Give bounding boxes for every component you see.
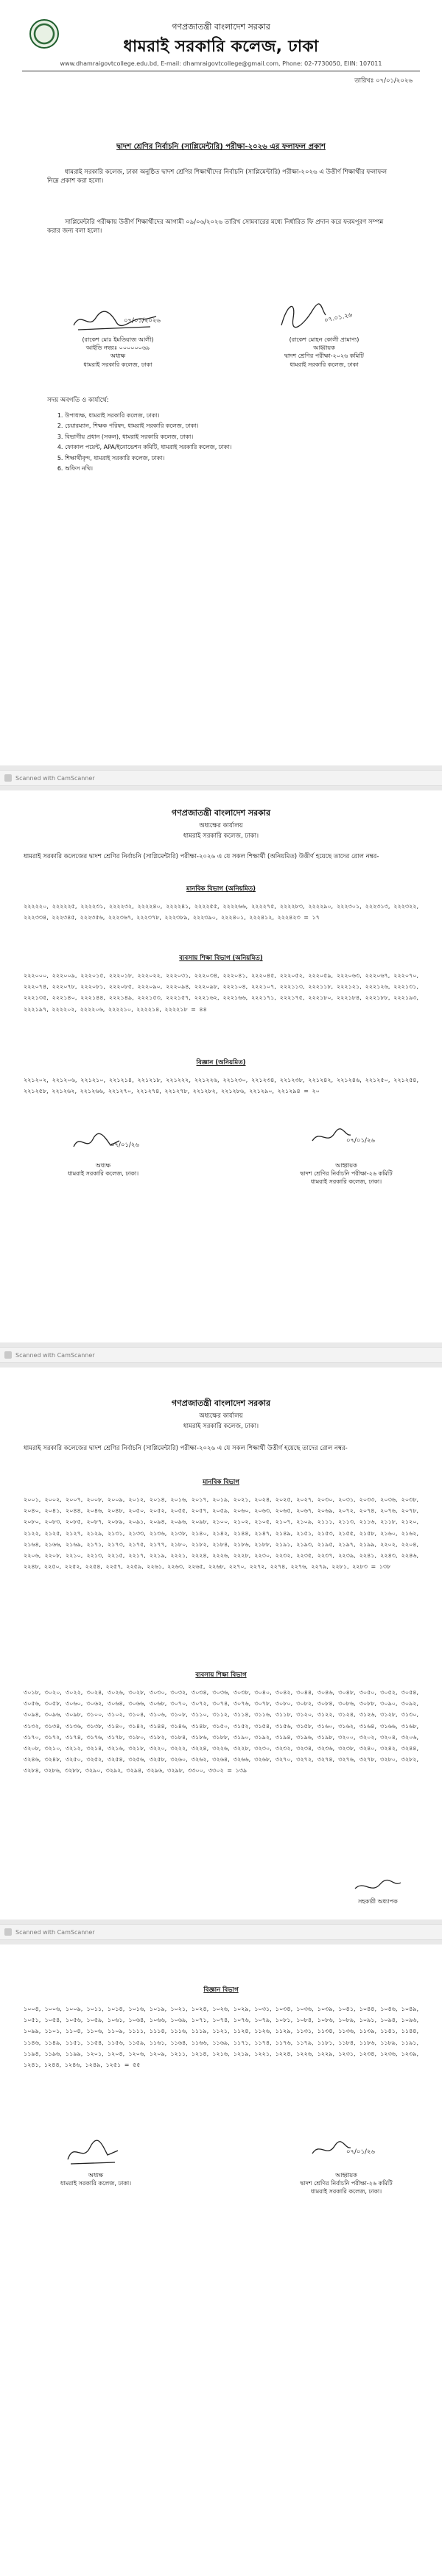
camscanner-icon — [4, 1928, 12, 1936]
convener-name: (রাকেশ মোহন কোলী প্রামাণ্য) — [289, 336, 359, 343]
college-heading: ধামরাই সরকারি কলেজ, ঢাকা। — [183, 1423, 259, 1430]
scanner-footer: Scanned with CamScanner — [0, 770, 442, 786]
roll-numbers: ৩০১৮, ৩০২০, ৩০২২, ৩০২৪, ৩০২৬, ৩০২৮, ৩০৩০, ৩০৩২, ৩০৩৪, ৩০৩৬, ৩০৩৮, ৩০৪০, ৩০৪২, ৩০৪৪, ৩০৪৬, ৩০৪৮, ৩০৫০, ৩০৫২, ৩০৫৪, ৩০৫৬, ৩০৫৮, ৩০৬০, ৩০৬২, ৩০৬৪, ৩০৬৬, ৩০৬৮, ৩০৭০, ৩০৭২, ৩০৭৪, ৩০৭৬, ৩০৭৮, ৩০৮০, ৩০৮২, ৩০৮৪, ৩০৮৬, ৩০৮৮, ৩০৯০, ৩০৯২, ৩০৯৪, ৩০৯৬, ৩০৯৮, ৩১০০, ৩১০২, ৩১০৪, ৩১০৬, ৩১০৮, ৩১১০, ৩১১২, ৩১১৪, ৩১১৬, ৩১১৮, ৩১২০, ৩১২২, ৩১২৪, ৩১২৬, ৩১২৮, ৩১৩০, ৩১৩২, ৩১৩৪, ৩১৩৬, ৩১৩৮, ৩১৪০, ৩১৪২, ৩১৪৪, ৩১৪৬, ৩১৪৮, ৩১৫০, ৩১৫২, ৩১৫৪, ৩১৫৬, ৩১৫৮, ৩১৬০, ৩১৬২, ৩১৬৪, ৩১৬৬, ৩১৬৮, ৩১৭০, ৩১৭২, ৩১৭৪, ৩১৭৬, ৩১৭৮, ৩১৮০, ৩১৮২, ৩১৮৪, ৩১৮৬, ৩১৮৮, ৩১৯০, ৩১৯২, ৩১৯৪, ৩১৯৬, ৩১৯৮, ৩২০০, ৩২০২, ৩২০৪, ৩২০৬, ৩২০৮, ৩২১০, ৩২১২, ৩২১৪, ৩২১৬, ৩২১৮, ৩২২০, ৩২২২, ৩২২৪, ৩২২৬, ৩২২৮, ৩২৩০, ৩২৩২, ৩২৩৪, ৩২৩৬, ৩২৩৮, ৩২৪০, ৩২৪২, ৩২৪৪, ৩২৪৬, ৩২৪৮, ৩২৫০, ৩২৫২, ৩২৫৪, ৩২৫৬, ৩২৫৮, ৩২৬০, ৩২৬২, ৩২৬৪, ৩২৬৬, ৩২৬৮, ৩২৭০, ৩২৭২, ৩২৭৪, ৩২৭৬, ৩২৭৮, ৩২৮০, ৩২৮২, ৩২৮৪, ৩২৮৬, ৩২৮৮, ৩২৯০, ৩২৯২, ৩২৯৪, ৩২৯৬, ৩২৯৮, ৩৩০০, ৩৩০২ = ১৩৯ — [24, 1689, 418, 1774]
intro-text: ধামরাই সরকারি কলেজের দ্বাদশ শ্রেণির নির্বাচনি (সাপ্লিমেন্টারি) পরীক্ষা-২০২৬ এ যে সকল শিক্ষার্থী উত্তীর্ণ হয়েছে তাদের রোল নম্বর- — [24, 1445, 348, 1452]
signature-left-block — [44, 1161, 162, 1178]
distribution-item: 4. ফোকাল পয়েন্ট, APA/ইনোভেশন কমিটি, ধামরাই সরকারি কলেজ, ঢাকা। — [65, 442, 404, 453]
govt-heading: গণপ্রজাতন্ত্রী বাংলাদেশ সরকার — [172, 22, 270, 32]
convener-role: আহ্বায়ক — [335, 2172, 357, 2179]
signatory-office: ধামরাই সরকারি কলেজ, ঢাকা। — [60, 2180, 132, 2187]
camscanner-icon — [4, 1351, 12, 1359]
page-4 — [0, 1945, 442, 2576]
signatory-role: সহকারী অধ্যাপক — [358, 1898, 398, 1905]
scanner-footer: Scanned with CamScanner — [0, 1347, 442, 1363]
convener-office: ধামরাই সরকারি কলেজ, ঢাকা। — [310, 2188, 382, 2195]
signature-right-date: ০৭/০১/২৬ — [346, 2148, 375, 2156]
signatory-office: ধামরাই সরকারি কলেজ, ঢাকা। — [67, 1170, 139, 1178]
distribution-item: 1. উপাধ্যক্ষ, ধামরাই সরকারি কলেজ, ঢাকা। — [65, 411, 404, 421]
convener-role: আহ্বায়ক — [313, 344, 335, 352]
scanner-footer: Scanned with CamScanner — [0, 1924, 442, 1940]
distribution-title: সদয় অবগতি ও কার্যার্থে: — [47, 397, 109, 404]
camscanner-icon — [4, 774, 12, 782]
distribution-item: 6. অফিস নথি। — [65, 464, 404, 474]
signature-left — [63, 2137, 122, 2167]
notice-paragraph-2: সাপ্লিমেন্টারি পরীক্ষায় উত্তীর্ণ শিক্ষার্থীদের আগামী ০৯/০৬/২০২৬ তারিখ সোমবারের মধ্যে নির্ধারিত ফি প্রদান করে ফরমপূরণ সম্পন্ন করার জন্য বলা হলো। — [47, 219, 384, 236]
convener-committee: দ্বাদশ শ্রেণির পরীক্ষা-২০২৬ কমিটি — [284, 353, 364, 360]
signature-left-block — [37, 2171, 155, 2187]
page-1 — [0, 0, 442, 765]
signatory-id: আইডি নম্বরঃ ০০০০০০৬৯ — [85, 344, 150, 352]
convener-office: ধামরাই সরকারি কলেজ, ঢাকা। — [310, 1178, 382, 1186]
intro-text: ধামরাই সরকারি কলেজের দ্বাদশ শ্রেণির নির্বাচনি (সাপ্লিমেন্টারি) পরীক্ষা-২০২৬ এ যে সকল শিক্ষার্থী (অনিয়মিত) উত্তীর্ণ হয়েছে তাদের রোল নম্বর- — [24, 853, 379, 860]
distribution-item: 3. বিভাগীয় প্রধান (সকল), ধামরাই সরকারি কলেজ, ঢাকা। — [65, 432, 404, 442]
section-title: ব্যবসায় শিক্ষা বিভাগ (অনিয়মিত) — [179, 955, 263, 962]
govt-heading: গণপ্রজাতন্ত্রী বাংলাদেশ সরকার — [171, 1398, 271, 1408]
signature-right-date: ০৭/০১/২৬ — [346, 1137, 375, 1144]
section-title: মানবিক বিভাগ (অনিয়মিত) — [186, 885, 256, 893]
section-title: বিজ্ঞান বিভাগ — [203, 1986, 239, 1994]
distribution-item: 5. শিক্ষার্থীবৃন্দ, ধামরাই সরকারি কলেজ, ঢাকা। — [65, 453, 404, 464]
roll-numbers: ২২২০০০, ২২২০০৯, ২২২০১৫, ২২২০১৮, ২২২০২২, ২২২০৩১, ২২২০৩৪, ২২২০৪১, ২২২০৪৫, ২২২০৫২, ২২২০৫৯, ২২২০৬৩, ২২২০৬৭, ২২২০৭০, ২২২০৭৪, ২২২০৭৮, ২২২০৮১, ২২২০৮৫, ২২২০৯০, ২২২০৯৪, ২২২০৯৮, ২২২১০৪, ২২২১০৭, ২২২১১৩, ২২২১১৮, ২২২১২১, ২২২১২৬, ২২২১৩১, ২২২১৩৫, ২২২১৪০, ২২২১৪৪, ২২২১৪৯, ২২২১৫৩, ২২২১৫৭, ২২২১৬২, ২২২১৬৬, ২২২১৭১, ২২২১৭৫, ২২২১৮০, ২২২১৮৪, ২২২১৮৮, ২২২১৯৩, ২২২১৯৭, ২২২২০২, ২২২২০৬, ২২২২১০, ২২২২১৪, ২২২২১৮ = ৪৪ — [24, 972, 418, 1013]
college-heading: ধামরাই সরকারি কলেজ, ঢাকা। — [183, 832, 259, 840]
convener-committee: দ্বাদশ শ্রেণির নির্বাচনি পরীক্ষা-২৬ কমিটি — [300, 2180, 393, 2187]
notice-date: তারিখঃ ০৭/০১/২০২৬ — [354, 77, 413, 85]
section-title: ব্যবসায় শিক্ষা বিভাগ — [195, 1671, 247, 1679]
signatory-name: (রাকেশ মোঃ ইমতিয়াজ আলী) — [82, 336, 154, 343]
roll-numbers: ২০০১, ২০০২, ২০০৭, ২০০৮, ২০০৯, ২০১২, ২০১৪, ২০১৬, ২০১৭, ২০১৯, ২০২১, ২০২৪, ২০২৫, ২০২৭, ২০৩০, ২০৩১, ২০৩৩, ২০৩৬, ২০৩৮, ২০৪০, ২০৪১, ২০৪৪, ২০৪৬, ২০৪৮, ২০৫০, ২০৫২, ২০৫৫, ২০৫৭, ২০৫৯, ২০৬০, ২০৬৩, ২০৬৫, ২০৬৭, ২০৬৯, ২০৭২, ২০৭৪, ২০৭৬, ২০৭৮, ২০৮০, ২০৮৩, ২০৮৫, ২০৮৭, ২০৮৯, ২০৯১, ২০৯৪, ২০৯৬, ২০৯৮, ২১০০, ২১০২, ২১০৫, ২১০৭, ২১০৯, ২১১১, ২১১৩, ২১১৬, ২১১৮, ২১২০, ২১২২, ২১২৫, ২১২৭, ২১২৯, ২১৩১, ২১৩৩, ২১৩৬, ২১৩৮, ২১৪০, ২১৪২, ২১৪৪, ২১৪৭, ২১৪৯, ২১৫১, ২১৫৩, ২১৫৫, ২১৫৮, ২১৬০, ২১৬২, ২১৬৪, ২১৬৬, ২১৬৯, ২১৭১, ২১৭৩, ২১৭৫, ২১৭৭, ২১৮০, ২১৮২, ২১৮৪, ২১৮৬, ২১৮৮, ২১৯১, ২১৯৩, ২১৯৫, ২১৯৭, ২১৯৯, ২২০২, ২২০৪, ২২০৬, ২২০৮, ২২১০, ২২১৩, ২২১৫, ২২১৭, ২২১৯, ২২২১, ২২২৪, ২২২৬, ২২২৮, ২২৩০, ২২৩২, ২২৩৫, ২২৩৭, ২২৩৯, ২২৪১, ২২৪৩, ২২৪৬, ২২৪৮, ২২৫০, ২২৫২, ২২৫৪, ২২৫৭, ২২৫৯, ২২৬১, ২২৬৩, ২২৬৫, ২২৬৮, ২২৭০, ২২৭২, ২২৭৪, ২২৭৬, ২২৭৯, ২২৮১, ২২৮৩ = ১৩৮ — [24, 1496, 418, 1571]
signatory-role: অধ্যক্ষ — [95, 1162, 111, 1169]
college-contact: www.dhamraigovtcollege.edu.bd, E-mail: dhamraigovtcollege@gmail.com, Phone: 02-7730050, EIIN: 107011 — [60, 60, 382, 67]
govt-heading: গণপ্রজাতন্ত্রী বাংলাদেশ সরকার — [171, 808, 271, 818]
signature-right — [274, 296, 333, 333]
signature-right-block — [273, 1161, 420, 1186]
notice-paragraph-1: ধামরাই সরকারি কলেজ, ঢাকা অনুষ্ঠিত দ্বাদশ শ্রেণির শিক্ষার্থীদের নির্বাচনি (সাপ্লিমেন্টারি) পরীক্ষা-২০২৬ এ উত্তীর্ণ শিক্ষার্থীর ফলাফল নিম্নে প্রকাশ করা হলো। — [47, 169, 387, 185]
signatory-role: অধ্যক্ষ — [88, 2172, 104, 2179]
roll-numbers: ২২২২২০, ২২২২২৫, ২২২২৩১, ২২২২৩২, ২২২২৪০, ২২২২৪১, ২২২২৫৫, ২২২২৬৬, ২২২২৭৫, ২২২২৮৩, ২২২২৯০, ২২২৩০১, ২২২৩১৩, ২২২৩২২, ২২২৩৩৪, ২২২৩৪৫, ২২২৩৫৬, ২২২৩৬৭, ২২২৩৭৮, ২২২৩৮৯, ২২২৩৯০, ২২২৪০১, ২২২৪১২, ২২২৪২৩ = ১৭ — [24, 903, 418, 921]
convener-committee: দ্বাদশ শ্রেণির নির্বাচনি পরীক্ষা-২৬ কমিটি — [300, 1170, 393, 1178]
notice-title: দ্বাদশ শ্রেণির নির্বাচনি (সাপ্লিমেন্টারি) পরীক্ষা-২০২৬ এর ফলাফল প্রকাশ — [116, 143, 326, 151]
signature-left-date: ০৭/০১/২০২৬ — [124, 317, 161, 325]
signature-right — [352, 1875, 404, 1897]
roll-numbers: ২২১২০২, ২২১২০৬, ২২১২১০, ২২১২১৪, ২২১২১৮, ২২১২২২, ২২১২২৬, ২২১২৩০, ২২১২৩৪, ২২১২৩৮, ২২১২৪২, ২২১২৪৬, ২২১২৫০, ২২১২৫৪, ২২১২৫৮, ২২১২৬২, ২২১২৬৬, ২২১২৭০, ২২১২৭৪, ২২১২৭৮, ২২১২৮২, ২২১২৮৬, ২২১২৯০, ২২১২৯৪ = ২০ — [24, 1077, 418, 1095]
distribution-list — [52, 411, 404, 474]
office-heading: অধ্যক্ষের কার্যালয় — [199, 822, 243, 829]
college-name: ধামরাই সরকারি কলেজ, ঢাকা — [123, 38, 319, 56]
signature-right-date: ০৭.০১.২৬ — [323, 311, 354, 325]
signature-right-block — [358, 1897, 398, 1906]
signatory-office: ধামরাই সরকারি কলেজ, ঢাকা — [83, 361, 152, 368]
page-2 — [0, 790, 442, 1342]
roll-numbers: ১০০৪, ১০০৬, ১০০৯, ১০১১, ১০১৪, ১০১৬, ১০১৯, ১০২১, ১০২৪, ১০২৬, ১০২৯, ১০৩১, ১০৩৪, ১০৩৬, ১০৩৯, ১০৪১, ১০৪৪, ১০৪৬, ১০৪৯, ১০৫১, ১০৫৪, ১০৫৬, ১০৫৯, ১০৬১, ১০৬৪, ১০৬৬, ১০৬৯, ১০৭১, ১০৭৪, ১০৭৬, ১০৭৯, ১০৮১, ১০৮৪, ১০৮৬, ১০৮৯, ১০৯১, ১০৯৪, ১০৯৬, ১০৯৯, ১১০১, ১১০৪, ১১০৬, ১১০৯, ১১১১, ১১১৪, ১১১৬, ১১১৯, ১১২১, ১১২৪, ১১২৬, ১১২৯, ১১৩১, ১১৩৪, ১১৩৬, ১১৩৯, ১১৪১, ১১৪৪, ১১৪৬, ১১৪৯, ১১৫১, ১১৫৪, ১১৫৬, ১১৫৯, ১১৬১, ১১৬৪, ১১৬৬, ১১৬৯, ১১৭১, ১১৭৪, ১১৭৬, ১১৭৯, ১১৮১, ১১৮৪, ১১৮৬, ১১৮৯, ১১৯১, ১১৯৪, ১১৯৬, ১১৯৯, ১২০১, ১২০৪, ১২০৬, ১২০৯, ১২১১, ১২১৪, ১২১৬, ১২১৯, ১২২১, ১২২৪, ১২২৬, ১২২৯, ১২৩১, ১২৩৪, ১২৩৬, ১২৩৯, ১২৪১, ১২৪৪, ১২৪৬, ১২৪৯, ১২৫১ = ৫৫ — [24, 2006, 418, 2068]
section-title: বিজ্ঞান (অনিয়মিত) — [196, 1059, 246, 1066]
convener-role: আহ্বায়ক — [335, 1162, 357, 1169]
signature-left-block — [52, 336, 184, 369]
section-title: মানবিক বিভাগ — [203, 1479, 239, 1486]
signature-right-block — [250, 336, 398, 369]
signatory-role: অধ্যক্ষ — [110, 353, 126, 360]
office-heading: অধ্যক্ষের কার্যালয় — [199, 1412, 243, 1420]
page-3 — [0, 1367, 442, 1919]
distribution-item: 2. চেয়ারম্যান, শিক্ষক পরিষদ, ধামরাই সরকারি কলেজ, ঢাকা। — [65, 421, 404, 431]
signature-left-date: ০৭/০১/২৬ — [110, 1142, 139, 1149]
convener-office: ধামরাই সরকারি কলেজ, ঢাকা — [290, 361, 359, 368]
signature-right-block — [273, 2171, 420, 2196]
